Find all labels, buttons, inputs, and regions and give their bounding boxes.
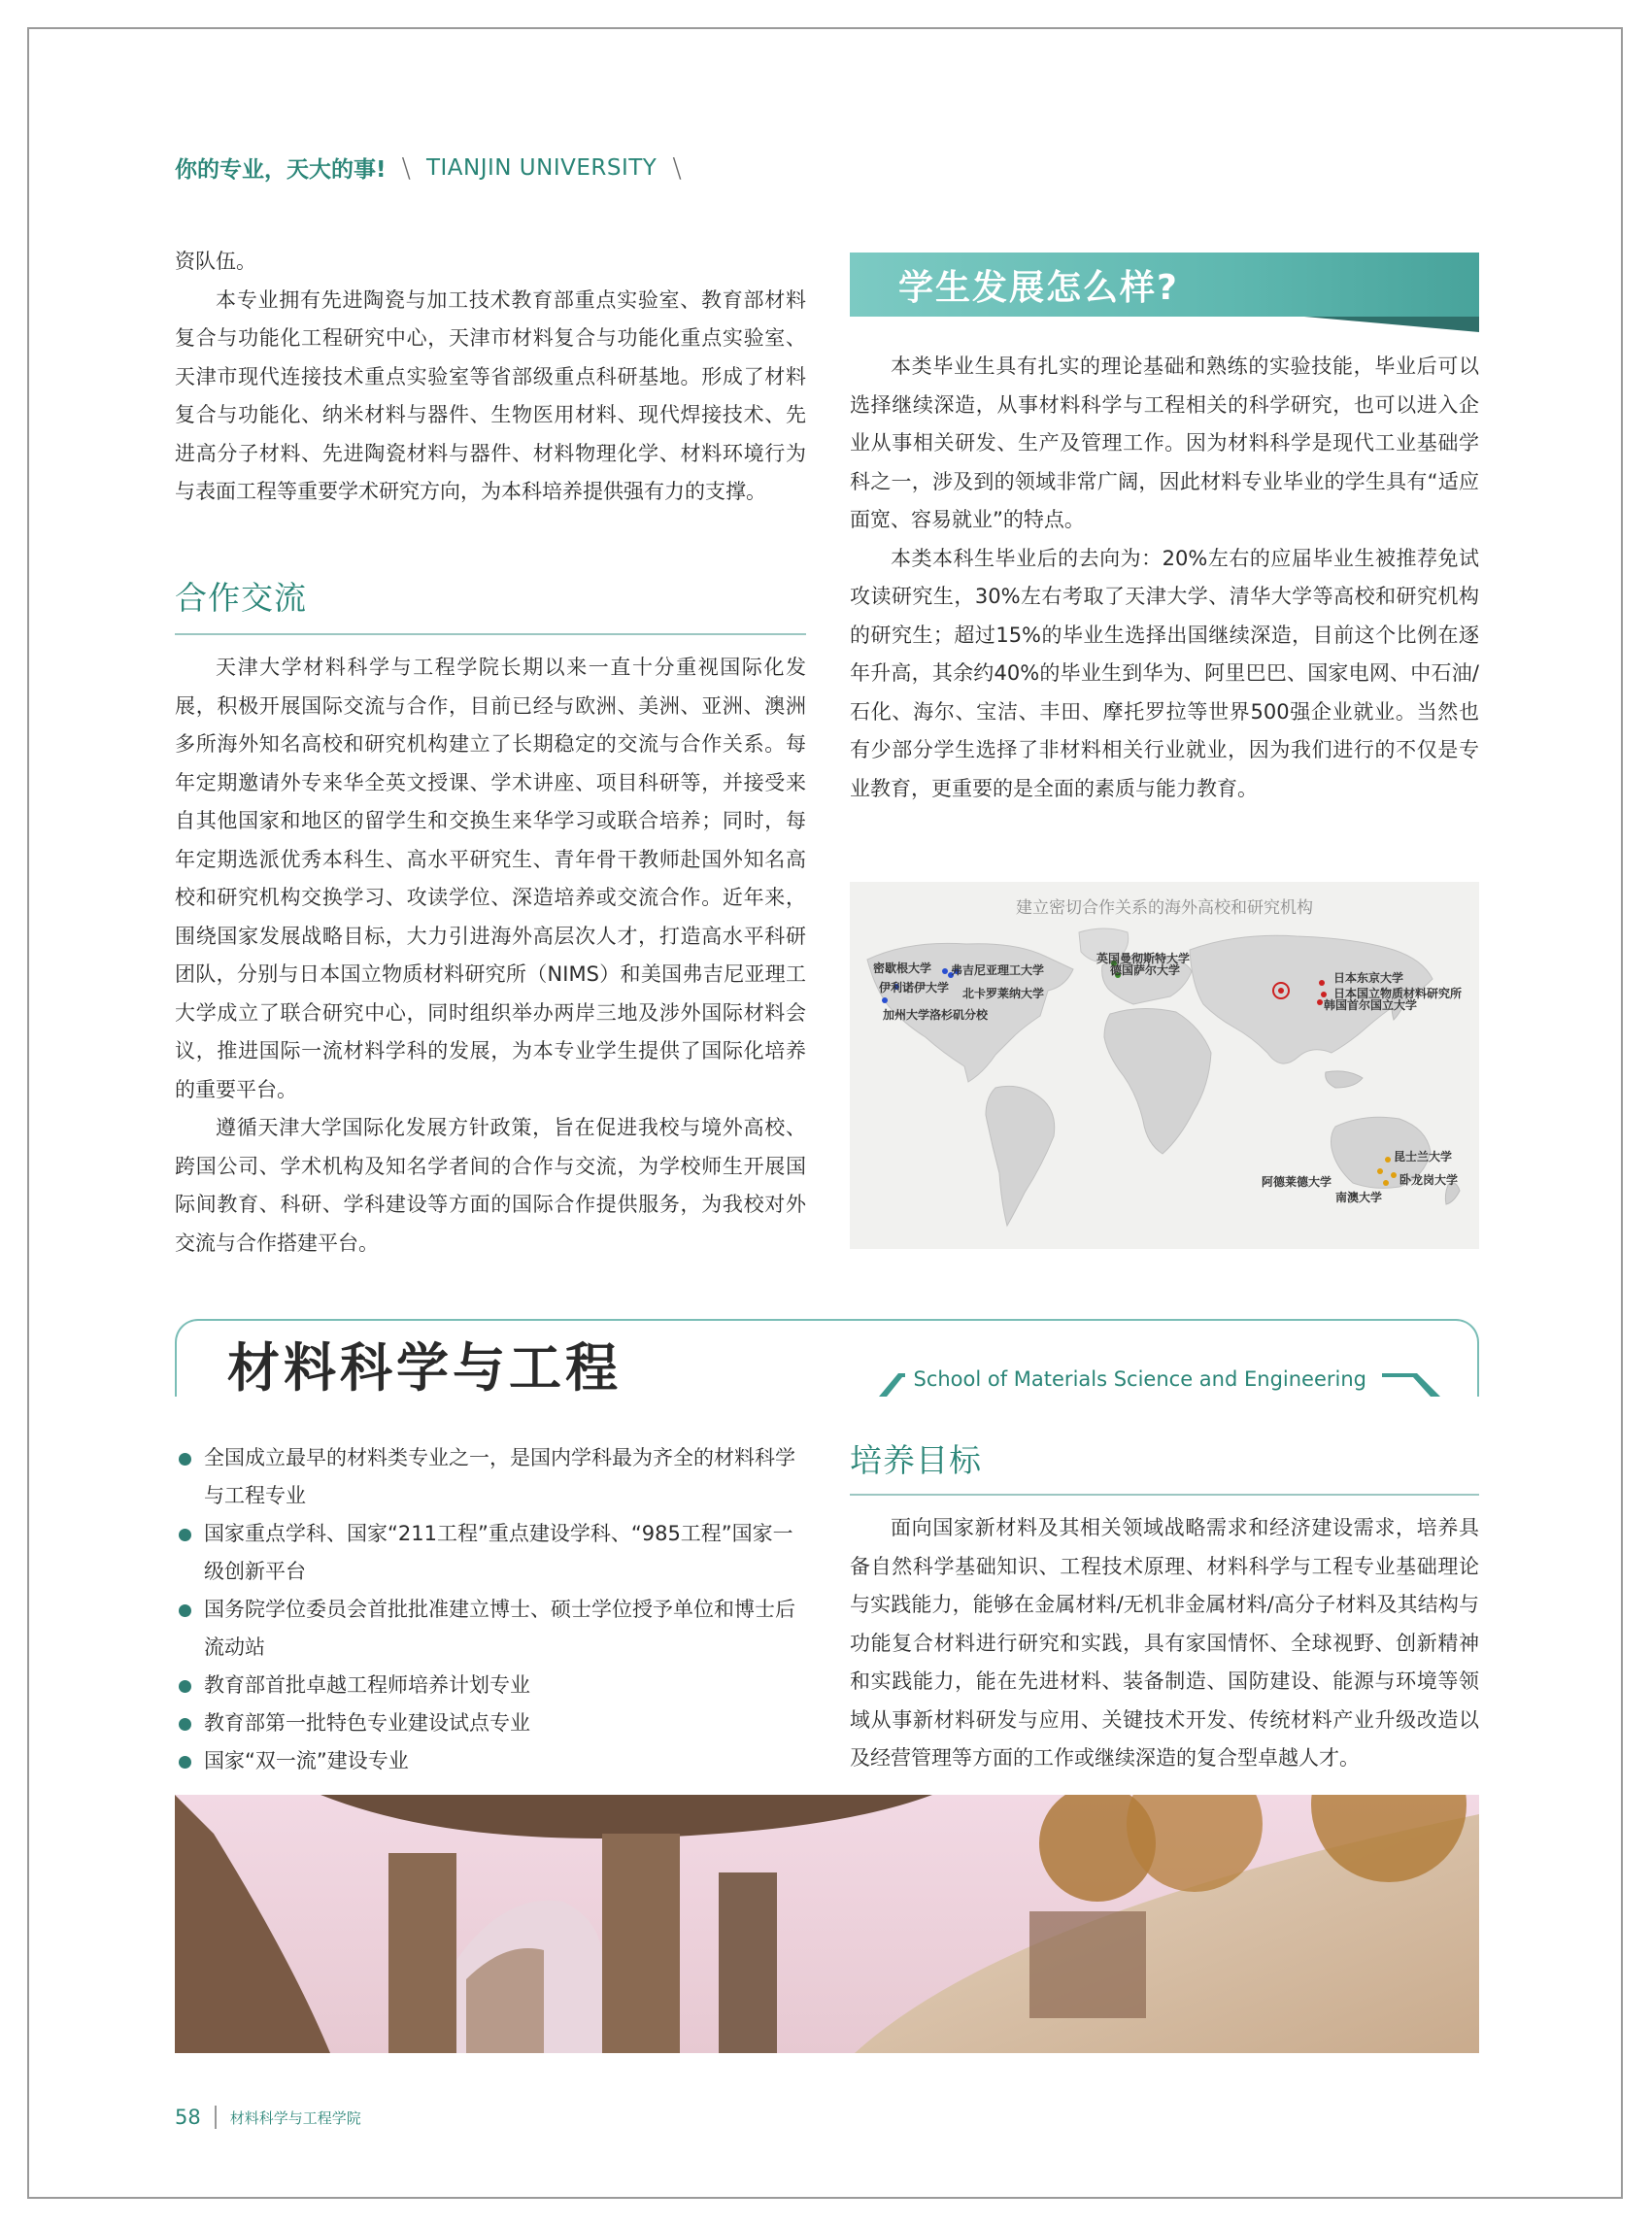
header-separator-2: \ (672, 152, 682, 184)
header-slogan: 你的专业，天大的事! (175, 157, 387, 183)
map-label-snu: 韩国首尔国立大学 (1324, 998, 1418, 1012)
cooperation-paragraph-1: 天津大学材料科学与工程学院长期以来一直十分重视国际化发展，积极开展国际交流与合作，目前已经与欧洲、美洲、亚洲、澳洲多所海外知名高校和研究机构建立了长期稳定的交流与合作关系。每年定期邀请外专来华全英文授课、学术讲座、项目科研等，并接受来自其他国家和地区的留学生和交换生来华学习或联合培养；同时，每年定期选派优秀本科生、高水平研究生、青年骨干教师赴国外知名高校和研究机构交换学习、攻读学位、深造培养或交流合作。近年来，围绕国家发展战略目标，大力引进海外高层次人才，打造高水平科研团队，分别与日本国立物质材料研究所（NIMS）和美国弗吉尼亚理工大学成立了联合研究中心，同时组织举办两岸三地及涉外国际材料会议，推进国际一流材料学科的发展，为本专业学生提供了国际化培养的重要平台。 (175, 656, 806, 1101)
campus-photo-graphic (175, 1795, 1479, 2053)
major-header (175, 1319, 1479, 1397)
map-label-michigan: 密歇根大学 (873, 961, 932, 975)
map-title: 建立密切合作关系的海外高校和研究机构 (1016, 898, 1313, 918)
major-highlights (175, 1439, 806, 1780)
header-separator: \ (401, 152, 411, 184)
major-title: 材料科学与工程 (218, 1327, 631, 1401)
page-footer (175, 2106, 361, 2129)
development-paragraph-1: 本类毕业生具有扎实的理论基础和熟练的实验技能，毕业后可以选择继续深造，从事材料科学与工程相关的科学研究，也可以进入企业从事相关研发、生产及管理工作。因为材料科学是现代工业基础学科之一，涉及到的领域非常广阔，因此材料专业毕业的学生具有“适应面宽、容易就业”的特点。 (850, 354, 1479, 531)
left-intro-text (175, 243, 806, 512)
development-banner (850, 253, 1479, 317)
map-label-nc: 北卡罗莱纳大学 (962, 987, 1045, 1000)
cooperation-paragraph-2: 遵循天津大学国际化发展方针政策，旨在促进我校与境外高校、跨国公司、学术机构及知名学者间的合作与交流，为学校师生开展国际间教育、科研、学科建设等方面的国际合作提供服务，为我校对外交流与合作搭建平台。 (175, 1116, 806, 1255)
cooperation-rule (175, 633, 806, 635)
highlight-item: 全国成立最早的材料类专业之一，是国内学科最为齐全的材料科学与工程专业 (175, 1439, 806, 1515)
development-paragraph-2: 本类本科生毕业后的去向为：20%左右的应届毕业生被推荐免试攻读研究生，30%左右考取了天津大学、清华大学等高校和研究机构的研究生；超过15%的毕业生选择出国继续深造，目前这个比例在逐年升高，其余约40%的毕业生到华为、阿里巴巴、国家电网、中石油/石化、海尔、宝洁、丰田、摩托罗拉等世界500强企业就业。当然也有少部分学生选择了非材料相关行业就业，因为我们进行的不仅是专业教育，更重要的是全面的素质与能力教育。 (850, 546, 1479, 800)
map-label-illinois: 伊利诺伊大学 (879, 981, 950, 995)
map-label-nims: 日本国立物质材料研究所 (1333, 987, 1463, 1000)
partner-map (850, 882, 1479, 1249)
header-slant-right (1382, 1366, 1440, 1397)
map-label-manchester: 英国曼彻斯特大学 (1096, 952, 1191, 965)
page-number: 58 (175, 2106, 201, 2129)
goal-text (850, 1509, 1479, 1778)
highlight-item: 国家“双一流”建设专业 (175, 1742, 806, 1780)
development-title: 学生发展怎么样? (898, 268, 1179, 308)
map-label-tokyo: 日本东京大学 (1333, 971, 1404, 985)
world-map-graphic (850, 882, 1479, 1249)
header-university: TIANJIN UNIVERSITY (425, 154, 657, 181)
goal-paragraph: 面向国家新材料及其相关领域战略需求和经济建设需求，培养具备自然科学基础知识、工程技术原理、材料科学与工程专业基础理论与实践能力，能够在金属材料/无机非金属材料/高分子材料及其结构与功能复合材料进行研究和实践，具有家国情怀、全球视野、创新精神和实践能力，能在先进材料、装备制造、国防建设、能源与环境等领域从事新材料研发与应用、关键技术开发、传统材料产业升级改造以及经营管理等方面的工作或继续深造的复合型卓越人才。 (850, 1516, 1479, 1770)
footer-divider (215, 2106, 217, 2129)
running-header (175, 152, 697, 184)
intro-fragment: 资队伍。 (175, 250, 256, 273)
map-label-virginia: 弗吉尼亚理工大学 (951, 963, 1045, 977)
map-label-wollongong: 卧龙岗大学 (1399, 1173, 1459, 1187)
highlight-item: 教育部首批卓越工程师培养计划专业 (175, 1667, 806, 1704)
map-label-saarland: 德国萨尔大学 (1110, 963, 1181, 977)
goal-title: 培养目标 (850, 1441, 982, 1479)
highlight-item: 教育部第一批特色专业建设试点专业 (175, 1704, 806, 1742)
highlight-item: 国家重点学科、国家“211工程”重点建设学科、“985工程”国家一级创新平台 (175, 1515, 806, 1591)
cooperation-title: 合作交流 (175, 579, 307, 617)
development-text (850, 348, 1479, 808)
highlight-item: 国务院学位委员会首批批准建立博士、硕士学位授予单位和博士后流动站 (175, 1591, 806, 1667)
goal-rule (850, 1494, 1479, 1496)
major-english-title: School of Materials Science and Engineering (905, 1367, 1374, 1391)
footer-school-name: 材料科学与工程学院 (229, 2108, 361, 2127)
map-label-queensland: 昆士兰大学 (1394, 1150, 1453, 1164)
map-label-adelaide: 阿德莱德大学 (1262, 1175, 1332, 1189)
campus-photo (175, 1795, 1479, 2053)
map-label-ucsb: 加州大学洛杉矶分校 (883, 1008, 989, 1022)
cooperation-text (175, 649, 806, 1263)
map-label-southaus: 南澳大学 (1335, 1191, 1383, 1204)
intro-paragraph: 本专业拥有先进陶瓷与加工技术教育部重点实验室、教育部材料复合与功能化工程研究中心，天津市材料复合与功能化重点实验室、天津市现代连接技术重点实验室等省部级重点科研基地。形成了材料复合与功能化、纳米材料与器件、生物医用材料、现代焊接技术、先进高分子材料、先进陶瓷材料与器件、材料物理化学、材料环境行为与表面工程等重要学术研究方向，为本科培养提供强有力的支撑。 (175, 287, 806, 503)
